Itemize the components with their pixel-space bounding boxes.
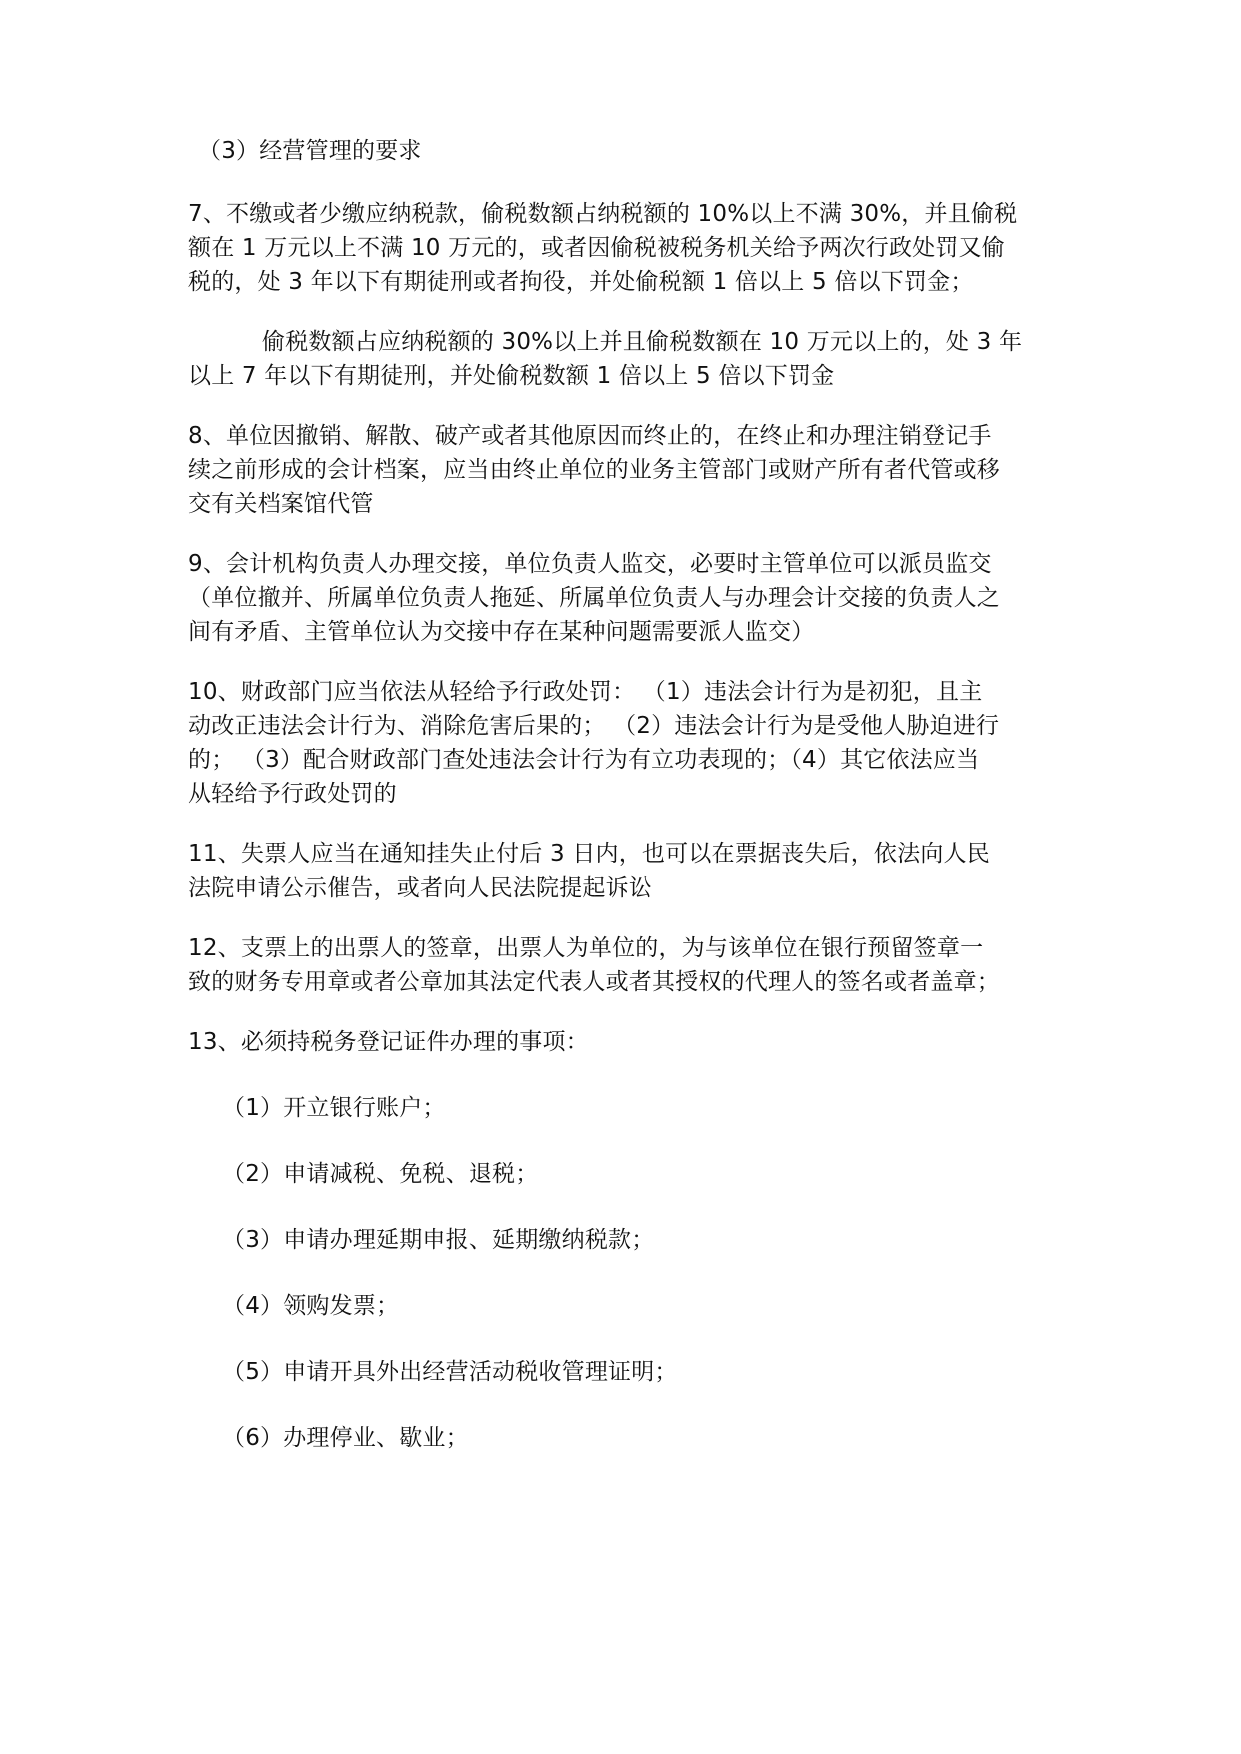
item-9-line-3: 间有矛盾、主管单位认为交接中存在某种问题需要派人监交）: [188, 619, 815, 645]
item-7-para-2-line-2: 以上 7 年以下有期徒刑，并处偷税数额 1 倍以上 5 倍以下罚金: [188, 363, 835, 389]
item-9-line-2: （单位撤并、所属单位负责人拖延、所属单位负责人与办理会计交接的负责人之: [188, 585, 1000, 611]
item-10-line-3: 的； （3）配合财政部门查处违法会计行为有立功表现的；（4）其它依法应当: [188, 747, 980, 773]
item-11-line-2: 法院申请公示催告，或者向人民法院提起诉讼: [188, 875, 652, 901]
item-13-sub-5: （5）申请开具外出经营活动税收管理证明；: [222, 1359, 678, 1385]
item-7-line-3: 税的，处 3 年以下有期徒刑或者拘役，并处偷税额 1 倍以上 5 倍以下罚金；: [188, 269, 974, 295]
item-7-line-2: 额在 1 万元以上不满 10 万元的，或者因偷税被税务机关给予两次行政处罚又偷: [188, 235, 1005, 261]
item-13-sub-1: （1）开立银行账户；: [222, 1095, 446, 1121]
item-13-sub-6: （6）办理停业、歇业；: [222, 1425, 469, 1451]
item-8-line-1: 8、单位因撤销、解散、破产或者其他原因而终止的，在终止和办理注销登记手: [188, 423, 992, 449]
item-13-sub-2: （2）申请减税、免税、退税；: [222, 1161, 539, 1187]
item-7-para-2-line-1: 偷税数额占应纳税额的 30%以上并且偷税数额在 10 万元以上的，处 3 年: [262, 329, 1023, 355]
item-10-line-1: 10、财政部门应当依法从轻给予行政处罚： （1）违法会计行为是初犯，且主: [188, 679, 983, 705]
item-12-line-2: 致的财务专用章或者公章加其法定代表人或者其授权的代理人的签名或者盖章；: [188, 969, 1000, 995]
section-heading: （3）经营管理的要求: [198, 138, 422, 164]
item-8-line-2: 续之前形成的会计档案，应当由终止单位的业务主管部门或财产所有者代管或移: [188, 457, 1000, 483]
item-11-line-1: 11、失票人应当在通知挂失止付后 3 日内，也可以在票据丧失后，依法向人民: [188, 841, 990, 867]
item-13-sub-4: （4）领购发票；: [222, 1293, 400, 1319]
item-10-line-2: 动改正违法会计行为、消除危害后果的； （2）违法会计行为是受他人胁迫进行: [188, 713, 1000, 739]
item-9-line-1: 9、会计机构负责人办理交接，单位负责人监交，必要时主管单位可以派员监交: [188, 551, 992, 577]
item-10-line-4: 从轻给予行政处罚的: [188, 781, 397, 807]
item-7-line-1: 7、不缴或者少缴应纳税款，偷税数额占纳税额的 10%以上不满 30%，并且偷税: [188, 201, 1018, 227]
item-12-line-1: 12、支票上的出票人的签章，出票人为单位的，为与该单位在银行预留签章一: [188, 935, 984, 961]
item-13-heading: 13、必须持税务登记证件办理的事项：: [188, 1029, 589, 1055]
item-8-line-3: 交有关档案馆代管: [188, 491, 374, 517]
item-13-sub-3: （3）申请办理延期申报、延期缴纳税款；: [222, 1227, 655, 1253]
